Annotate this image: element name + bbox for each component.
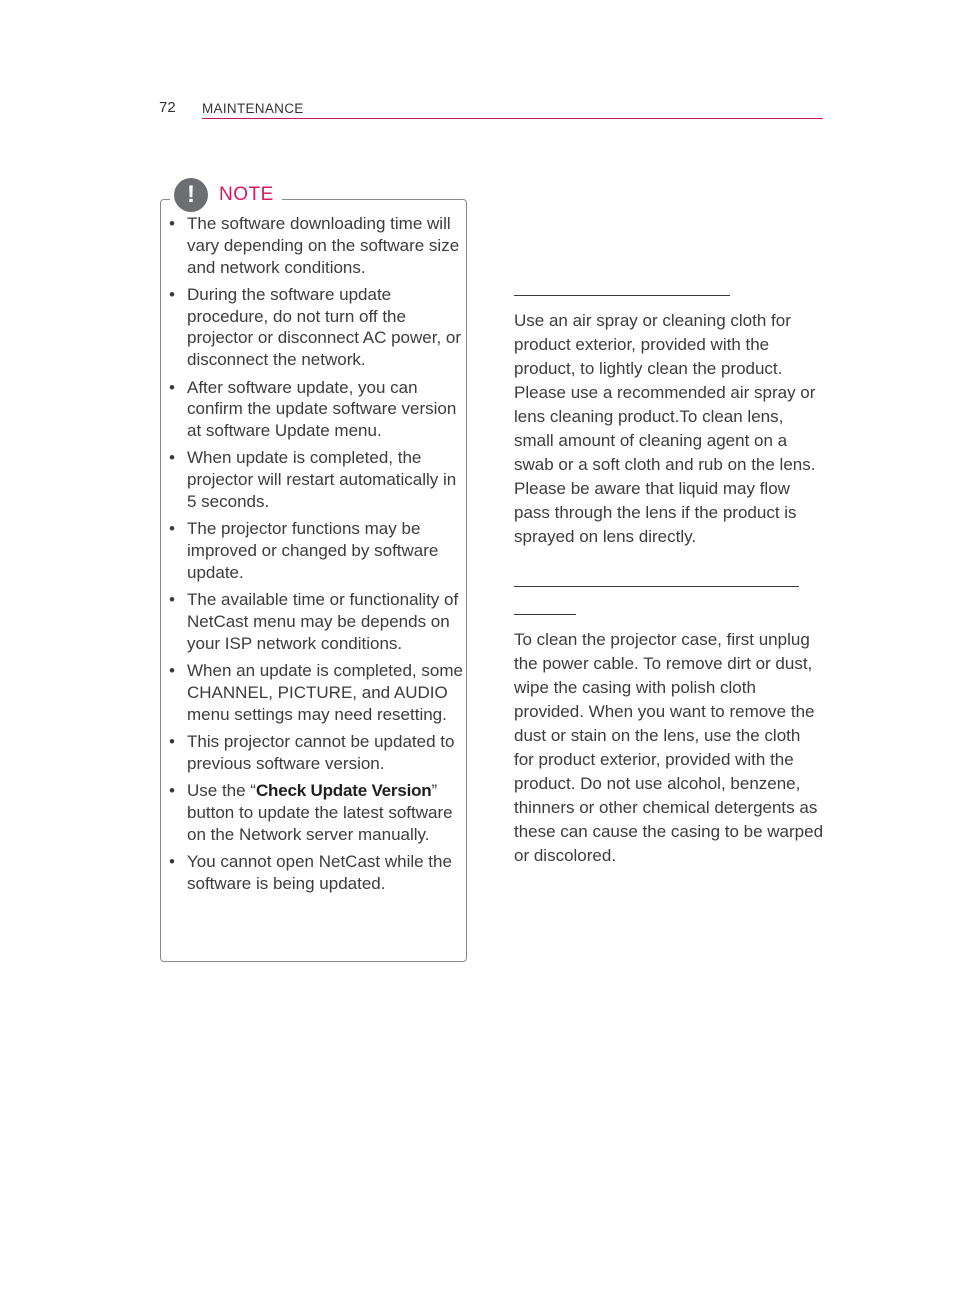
- header-rule: [202, 118, 823, 119]
- note-item: • During the software update procedure, do not turn off the projector or disconnect AC power, or disconnect the network.: [169, 284, 465, 371]
- note-item: • The available time or functionality of NetCast menu may be depends on your ISP network conditions.: [169, 589, 465, 654]
- note-item: • This projector cannot be updated to previous software version.: [169, 731, 465, 775]
- case-cleaning-paragraph: To clean the projector case, first unplug the power cable. To remove dirt or dust, wipe the casing with polish cloth provided. When you want to remove the dust or stain on the lens, use the cloth for product exterior, provided with the product. Do not use alcohol, benzene, thinners or other chemical detergents as these can cause the casing to be warped or discolored.: [514, 630, 824, 865]
- page-number: 72: [159, 99, 176, 116]
- note-item: • When update is completed, the projector will restart automatically in 5 seconds.: [169, 447, 465, 512]
- note-item: • You cannot open NetCast while the software is being updated.: [169, 851, 465, 895]
- section-title: MAINTENANCE: [202, 101, 304, 116]
- note-label: NOTE: [219, 184, 274, 205]
- check-update-prefix: Use the “: [187, 781, 256, 801]
- check-update-suffix: ” button to update the latest software on the Network server manually.: [187, 781, 453, 844]
- heading-rule-lens: [514, 295, 730, 296]
- heading-rule-case: [514, 586, 799, 587]
- exclamation-icon: !: [174, 178, 208, 212]
- note-list: [169, 213, 465, 900]
- note-item-check-update: [169, 780, 465, 845]
- note-header: [170, 177, 282, 213]
- heading-rule-case-2: [514, 614, 576, 615]
- note-item: • The software downloading time will vary depending on the software size and network conditions.: [169, 213, 465, 278]
- note-item: • When an update is completed, some CHANNEL, PICTURE, and AUDIO menu settings may need resetting.: [169, 660, 465, 725]
- check-update-version-label: Check Update Version: [255, 781, 432, 801]
- note-item: • The projector functions may be improved or changed by software update.: [169, 518, 465, 583]
- note-item: • After software update, you can confirm the update software version at software Update menu.: [169, 377, 465, 442]
- lens-cleaning-paragraph: Use an air spray or cleaning cloth for product exterior, provided with the product, to lightly clean the product. Please use a recommended air spray or lens cleaning product.To clean lens, small amount of cleaning agent on a swab or a soft cloth and rub on the lens. Please be aware that liquid may flow pass through the lens if the product is sprayed on lens directly.: [514, 311, 816, 546]
